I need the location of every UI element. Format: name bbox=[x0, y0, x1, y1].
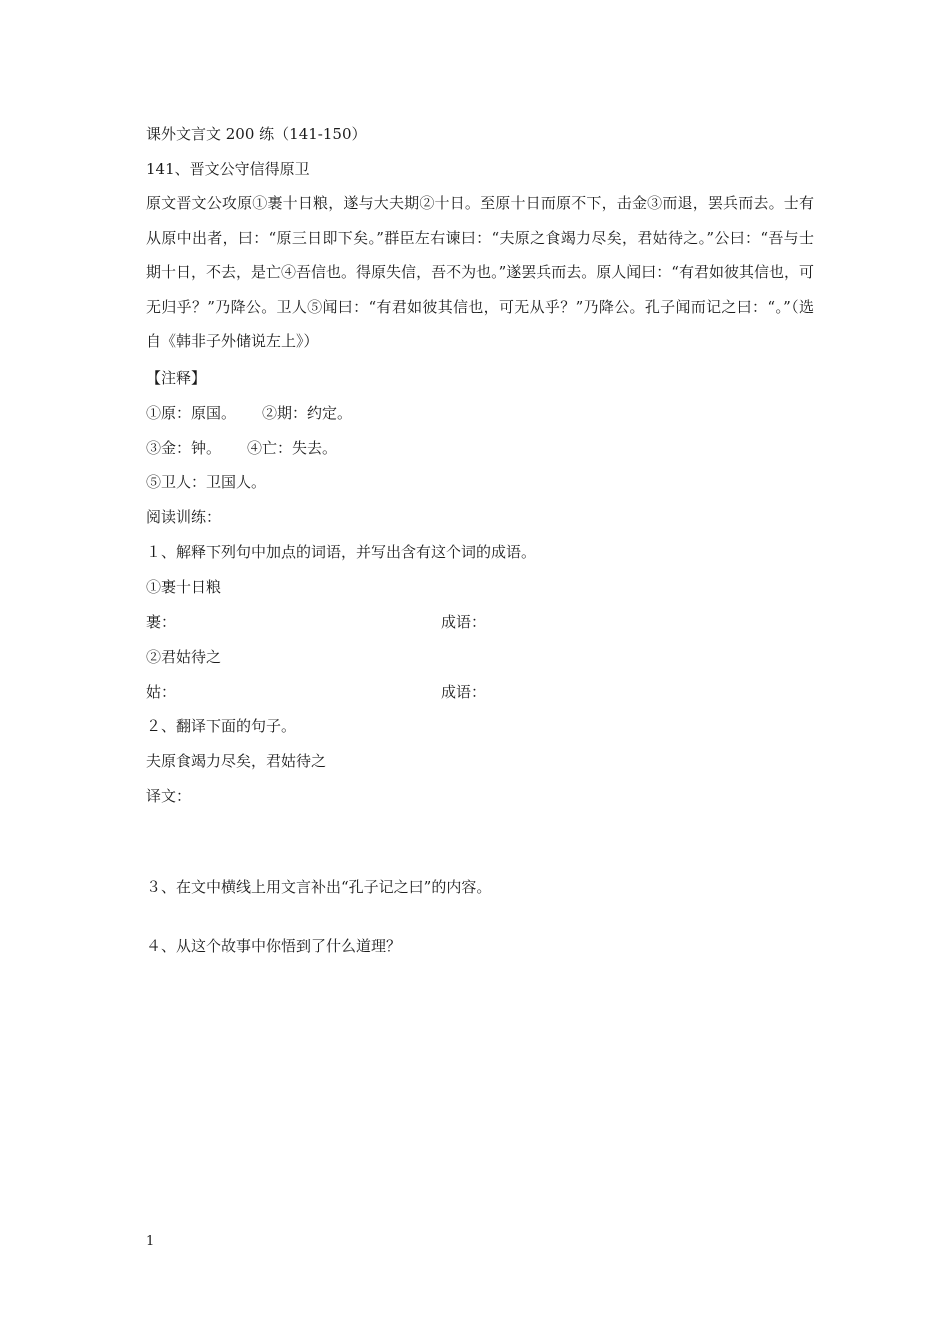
exercises-heading-text: 阅读训练： bbox=[146, 508, 222, 526]
idiom-label-1: 成语： bbox=[441, 613, 487, 631]
question-3 bbox=[146, 877, 491, 897]
document-title-text: 课外文言文 200 练（141-150） bbox=[146, 125, 367, 143]
notes-heading bbox=[146, 368, 206, 388]
note-line-3 bbox=[146, 472, 266, 492]
note-4: ④亡：失去。 bbox=[247, 439, 338, 457]
question-2-answer-label bbox=[146, 786, 191, 806]
question-2-text: ２、翻译下面的句子。 bbox=[146, 717, 297, 735]
question-2-sentence-text: 夫原食竭力尽矣，君姑待之 bbox=[146, 752, 327, 770]
question-3-text: ３、在文中横线上用文言补出“孔子记之曰”的内容。 bbox=[146, 878, 492, 896]
page-number-text: 1 bbox=[146, 1234, 155, 1249]
passage-paragraph bbox=[146, 186, 814, 359]
passage-text: 原文晋文公攻原①裹十日粮，遂与大夫期②十日。至原十日而原不下，击金③而退，罢兵而去。士有从原中出者，曰：“原三日即下矣。”群臣左右谏曰：“夫原之食竭力尽矣，君姑待之。”公曰：“吾与士期十日，不去，是亡④吾信也。得原失信，吾不为也。”遂罢兵而去。原人闻曰：“有君如彼其信也，可无归乎？”乃降公。卫人⑤闻曰：“有君如彼其信也，可无从乎？”乃降公。孔子闻而记之曰：“ bbox=[146, 194, 814, 316]
word-label-2: 姑： bbox=[146, 683, 177, 701]
question-1 bbox=[146, 542, 536, 562]
idiom-label-2: 成语： bbox=[441, 683, 487, 701]
notes-heading-text: 【注释】 bbox=[146, 369, 207, 387]
note-5: ⑤卫人：卫国人。 bbox=[146, 473, 267, 491]
page-number bbox=[146, 1234, 154, 1250]
section-title bbox=[146, 159, 310, 179]
note-line-1 bbox=[146, 403, 352, 423]
note-3: ③金：钟。 bbox=[146, 439, 222, 457]
translation-label: 译文： bbox=[146, 787, 192, 805]
question-4-text: ４、从这个故事中你悟到了什么道理？ bbox=[146, 937, 402, 955]
question-1-item-2 bbox=[146, 647, 221, 667]
question-4 bbox=[146, 936, 401, 956]
question-2-sentence bbox=[146, 751, 326, 771]
word-label-1: 裹： bbox=[146, 613, 177, 631]
question-1-item-1 bbox=[146, 577, 221, 597]
question-1-text: １、解释下列句中加点的词语，并写出含有这个词的成语。 bbox=[146, 543, 537, 561]
section-title-text: 141、晋文公守信得原卫 bbox=[146, 160, 310, 178]
question-2 bbox=[146, 716, 296, 736]
passage-source: 。”（选自《韩非子外储说左上》） bbox=[146, 297, 814, 351]
document-title bbox=[146, 124, 367, 144]
question-1-item-1-answer bbox=[146, 612, 546, 632]
note-2: ②期：约定。 bbox=[262, 404, 353, 422]
exercises-heading bbox=[146, 507, 221, 527]
question-1-item-2-text: ②君姑待之 bbox=[146, 648, 222, 666]
note-line-2 bbox=[146, 438, 337, 458]
question-1-item-1-text: ①裹十日粮 bbox=[146, 578, 222, 596]
note-1: ①原：原国。 bbox=[146, 404, 237, 422]
question-1-item-2-answer bbox=[146, 682, 546, 702]
